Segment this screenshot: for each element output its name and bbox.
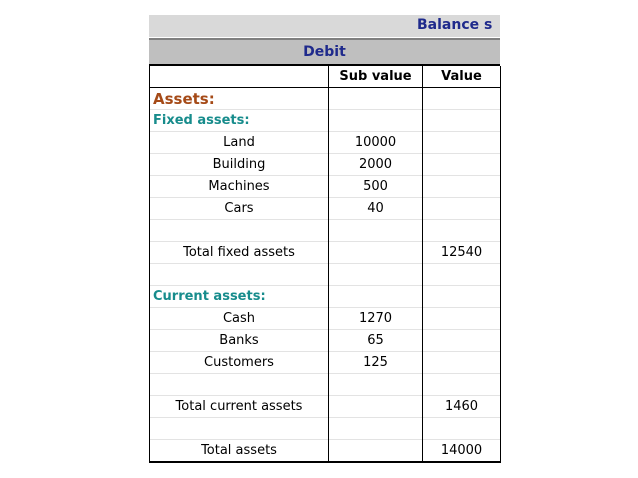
row-sub-value — [329, 374, 423, 396]
table-row — [150, 374, 501, 396]
row-sub-value — [329, 220, 423, 242]
row-value — [423, 352, 501, 374]
row-value — [423, 264, 501, 286]
table-row — [150, 286, 501, 308]
row-label: Building — [150, 154, 329, 176]
row-value: 1460 — [423, 396, 501, 418]
row-value: 12540 — [423, 242, 501, 264]
row-label: Customers — [150, 352, 329, 374]
row-sub-value: 40 — [329, 198, 423, 220]
row-value — [423, 286, 501, 308]
row-label: Total fixed assets — [150, 242, 329, 264]
table-row — [150, 220, 501, 242]
table-row — [150, 440, 501, 463]
row-sub-value: 65 — [329, 330, 423, 352]
row-value — [423, 418, 501, 440]
row-value — [423, 308, 501, 330]
table-row — [150, 154, 501, 176]
row-sub-value — [329, 418, 423, 440]
row-label: Total assets — [150, 440, 329, 463]
row-label: Land — [150, 132, 329, 154]
header-value: Value — [423, 66, 501, 88]
row-sub-value — [329, 242, 423, 264]
table-row — [150, 396, 501, 418]
row-sub-value — [329, 88, 423, 110]
row-value — [423, 374, 501, 396]
row-label — [150, 220, 329, 242]
row-sub-value — [329, 264, 423, 286]
row-label: Total current assets — [150, 396, 329, 418]
row-sub-value: 2000 — [329, 154, 423, 176]
table-row — [150, 308, 501, 330]
section-heading: Fixed assets: — [153, 113, 250, 128]
title-bar — [149, 15, 500, 38]
row-value — [423, 176, 501, 198]
table-row — [150, 242, 501, 264]
row-value — [423, 154, 501, 176]
debit-header: Debit — [149, 38, 500, 66]
table-row — [150, 352, 501, 374]
table-row — [150, 110, 501, 132]
row-value: 14000 — [423, 440, 501, 463]
row-label: Cars — [150, 198, 329, 220]
header-row — [150, 66, 501, 88]
row-sub-value — [329, 110, 423, 132]
row-label — [150, 88, 329, 110]
header-name — [150, 66, 329, 88]
row-sub-value: 10000 — [329, 132, 423, 154]
row-sub-value: 1270 — [329, 308, 423, 330]
row-value — [423, 220, 501, 242]
row-sub-value — [329, 440, 423, 463]
row-sub-value — [329, 396, 423, 418]
row-value — [423, 88, 501, 110]
row-sub-value: 500 — [329, 176, 423, 198]
assets-heading: Assets: — [153, 89, 215, 108]
table-row — [150, 132, 501, 154]
table-row — [150, 88, 501, 110]
table-row — [150, 264, 501, 286]
row-value — [423, 198, 501, 220]
table-row — [150, 198, 501, 220]
row-label — [150, 264, 329, 286]
row-label: Machines — [150, 176, 329, 198]
row-value — [423, 132, 501, 154]
row-sub-value — [329, 286, 423, 308]
row-sub-value: 125 — [329, 352, 423, 374]
row-value — [423, 110, 501, 132]
row-label: Banks — [150, 330, 329, 352]
row-label: Cash — [150, 308, 329, 330]
balance-table — [149, 66, 501, 463]
row-label — [150, 418, 329, 440]
table-row — [150, 330, 501, 352]
row-label — [150, 374, 329, 396]
table-row — [150, 176, 501, 198]
sheet-title: Balance s — [417, 17, 493, 33]
row-label — [150, 286, 329, 308]
header-sub-value: Sub value — [329, 66, 423, 88]
section-heading: Current assets: — [153, 289, 266, 304]
row-value — [423, 330, 501, 352]
row-label — [150, 110, 329, 132]
balance-sheet — [149, 15, 500, 463]
table-row — [150, 418, 501, 440]
